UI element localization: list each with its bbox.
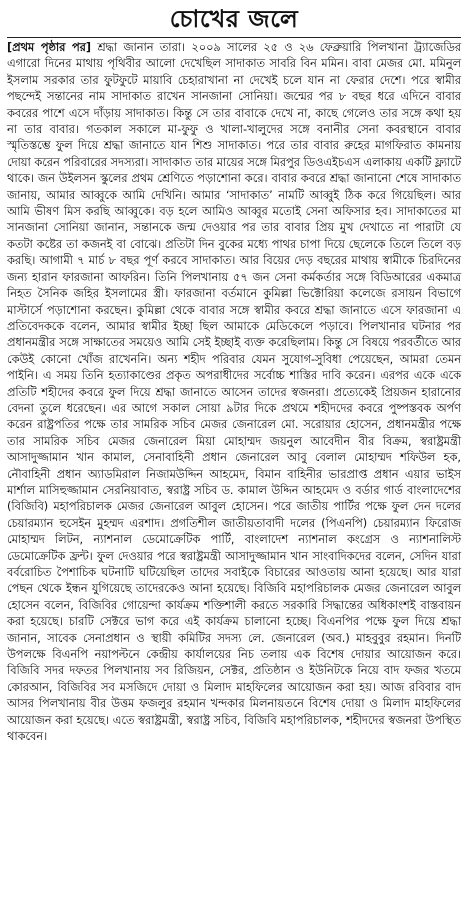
continued-from-label: [প্রথম পৃষ্ঠার পর] bbox=[7, 41, 92, 54]
article-headline: চোখের জলে bbox=[169, 4, 299, 33]
article-body-text: শ্রদ্ধা জানান তারা। ২০০৯ সালের ২৫ ও ২৬ ফেব্রুয়ারি পিলখানা ট্র্যাজেডির এগারো দিনের মাথায় পৃথিবীর আলো দেখেছিল সাদাকাত সাবরি বিন মমিন। বাবা মেজর মো. মমিনুল ইসলাম সরকার তার ফুটফুটে মায়াবি চেহারাখানা না দেখেই চলে যান না ফেরার দেশে। পরে স্বামীর পছন্দেই সন্তানের নাম সাদাকাত রাখেন সানজানা সোনিয়া। জন্মের পর ৮ বছর ধরে এদিনে বাবার কবরের পাশে এসে দাঁড়ায় সাদাকাত। কিন্তু সে তার বাবাকে দেখে না, কাছে গেলেও তার সঙ্গে কথা হয় না তার বাবার। গতকাল সকালে মা-ফুফু ও খালা-খালুদের সঙ্গে বনানীর সেনা কবরস্থানে বাবার স্মৃতিস্তম্ভে ফুল দিয়ে শ্রদ্ধা জানাতে যান শিশু সাদাকাত। পরে তার বাবার রুহের মাগফিরাত কামনায় দোয়া করেন পরিবারের সদস্যরা। সাদাকাত তার মায়ের সঙ্গে মিরপুর ডিওএইচএস এলাকায় একটি ফ্ল্যাটে থাকে। জন উইলসন স্কুলের প্রথম শ্রেণিতে পড়াশোনা করে। বাবার কবরে শ্রদ্ধা জানানো শেষে সাদাকাত জানায়, আমার আব্বুকে আমি দেখিনি। আমার ‘সাদাকাত’ নামটি আব্বুই ঠিক করে গিয়েছিল। আর আমি ভীষণ মিস করছি আব্বুকে। বড় হলে আমিও আব্বুর মতোই সেনা অফিসার হব। সাদাকাতের মা সানজানা সোনিয়া জানান, সন্তানকে জন্ম দেওয়ার পর তার বাবার প্রিয় মুখ দেখাতে না পারাটা যে কতটা কষ্টের তা কজনই বা বোঝে। প্রতিটা দিন বুকের মধ্যে পাথর চাপা দিয়ে ছেলেকে তিলে তিলে বড় করছি। আগামী ৭ মার্চ ৮ বছর পূর্ণ করবে সাদাকাত। আর বিয়ের দেড় বছরের মাথায় স্বামীকে চিরদিনের জন্য হারান ফারজানা আফরিন। তিনি পিলখানায় ৫৭ জন সেনা কর্মকর্তার সঙ্গে বিডিআরের একমাত্র নিহত সৈনিক জহির ইসলামের স্ত্রী। ফারজানা বর্তমানে কুমিল্লা ভিক্টোরিয়া কলেজে রসায়ন বিভাগে মাস্টার্সে পড়াশোনা করছেন। কুমিল্লা থেকে বাবার সঙ্গে স্বামীর কবরে শ্রদ্ধা জানাতে এসে ফারজানা এ প্রতিবেদককে বলেন, আমার স্বামীর ইচ্ছা ছিল আমাকে মেডিকেলে পড়াবে। পিলখানার ঘটনার পর প্রধানমন্ত্রীর সঙ্গে সাক্ষাতের সময়েও আমি সেই ইচ্ছাই ব্যক্ত করেছিলাম। কিন্তু সে বিষয়ে পরবর্তীতে আর কেউই কোনো খোঁজ রাখেননি। অন্য শহীদ পরিবার যেমন সুযোগ-সুবিধা পেয়েছেন, আমরা তেমন পাইনি। এ সময় তিনি হত্যাকাণ্ডের প্রকৃত অপরাধীদের সর্বোচ্চ শাস্তির দাবি করেন। এরপর একে একে প্রতিটি শহীদের কবরে ফুল দিয়ে শ্রদ্ধা জানাতে আসেন তাদের স্বজনরা। প্রত্যেকেই প্রিয়জন হারানোর বেদনা তুলে ধরেছেন। এর আগে সকাল সোয়া ৯টার দিকে প্রথমে শহীদদের কবরে পুষ্পস্তবক অর্পণ করেন রাষ্ট্রপতির পক্ষে তার সামরিক সচিব মেজর জেনারেল মো. সরোয়ার হোসেন, প্রধানমন্ত্রীর পক্ষে তার সামরিক সচিব মেজর জেনারেল মিয়া মোহাম্মদ জয়নুল আবেদীন বীর বিক্রম, স্বরাষ্ট্রমন্ত্রী আসাদুজ্জামান খান কামাল, সেনাবাহিনী প্রধান জেনারেল আবু বেলাল মোহাম্মদ শফিউল হক, নৌবাহিনী প্রধান অ্যাডমিরাল নিজামউদ্দিন আহমেদ, বিমান বাহিনীর ভারপ্রাপ্ত প্রধান এয়ার ভাইস মার্শাল মাসিহুজ্জামান সেরনিয়াবাত, স্বরাষ্ট্র সচিব ড. কামাল উদ্দিন আহমেদ ও বর্ডার গার্ড বাংলাদেশের (বিজিবি) মহাপরিচালক মেজর জেনারেল আবুল হোসেন। পরে জাতীয় পার্টির পক্ষে ফুল দেন দলের চেয়ারম্যান হুসেইন মুহম্মদ এরশাদ। প্রগতিশীল জাতীয়তাবাদী দলের (পিএনপি) চেয়ারম্যান ফিরোজ মোহাম্মদ লিটন, ন্যাশনাল ডেমোক্রেটিক পার্টি, বাংলাদেশ ন্যাশনাল কংগ্রেস ও ন্যাশনালিস্ট ডেমোক্রেটিক ফ্রন্ট। ফুল দেওয়ার পরে স্বরাষ্ট্রমন্ত্রী আসাদুজ্জামান খান সাংবাদিকদের বলেন, সেদিন যারা বর্বরোচিত পৈশাচিক ঘটনাটি ঘটিয়েছিল তাদের সবাইকে বিচারের আওতায় আনা হয়েছে। আর যারা পেছন থেকে ইন্ধন যুগিয়েছে তাদেরকেও আনা হয়েছে। বিজিবি মহাপরিচালক মেজর জেনারেল আবুল হোসেন বলেন, বিজিবির গোয়েন্দা কার্যক্রম শক্তিশালী করতে সরকারি সিদ্ধান্তের অধিকাংশই বাস্তবায়ন করা হয়েছে। চারটি সেক্টরে ভাগ করে এই কার্যক্রম চালানো হচ্ছে। বিএনপির পক্ষে ফুল দিয়ে শ্রদ্ধা জানান, সাবেক সেনাপ্রধান ও স্থায়ী কমিটির সদস্য লে. জেনারেল (অব.) মাহবুবুর রহমান। দিনটি উপলক্ষে বিএনপি নয়াপল্টনে কেন্দ্রীয় কার্যালয়ের নিচ তলায় এক বিশেষ দোয়ার আয়োজন করে। বিজিবি সদর দফতর পিলখানায় সব রিজিয়ন, সেক্টর, প্রতিষ্ঠান ও ইউনিটকে নিয়ে বাদ ফজর খতমে কোরআন, বিজিবির সব মসজিদে দোয়া ও মিলাদ মাহফিলের আয়োজন করা হয়। আজ রবিবার বাদ আসর পিলখানায় বীর উত্তম ফজলুর রহমান খন্দকার মিলনায়তনে বিশেষ দোয়া ও মিলাদ মাহফিলের আয়োজন করা হয়েছে। এতে স্বরাষ্ট্রমন্ত্রী, স্বরাষ্ট্র সচিব, বিজিবি মহাপরিচালক, শহীদদের স্বজনরা উপস্থিত থাকবেন। bbox=[7, 41, 461, 744]
headline-divider bbox=[7, 37, 461, 38]
article-body bbox=[7, 40, 461, 745]
